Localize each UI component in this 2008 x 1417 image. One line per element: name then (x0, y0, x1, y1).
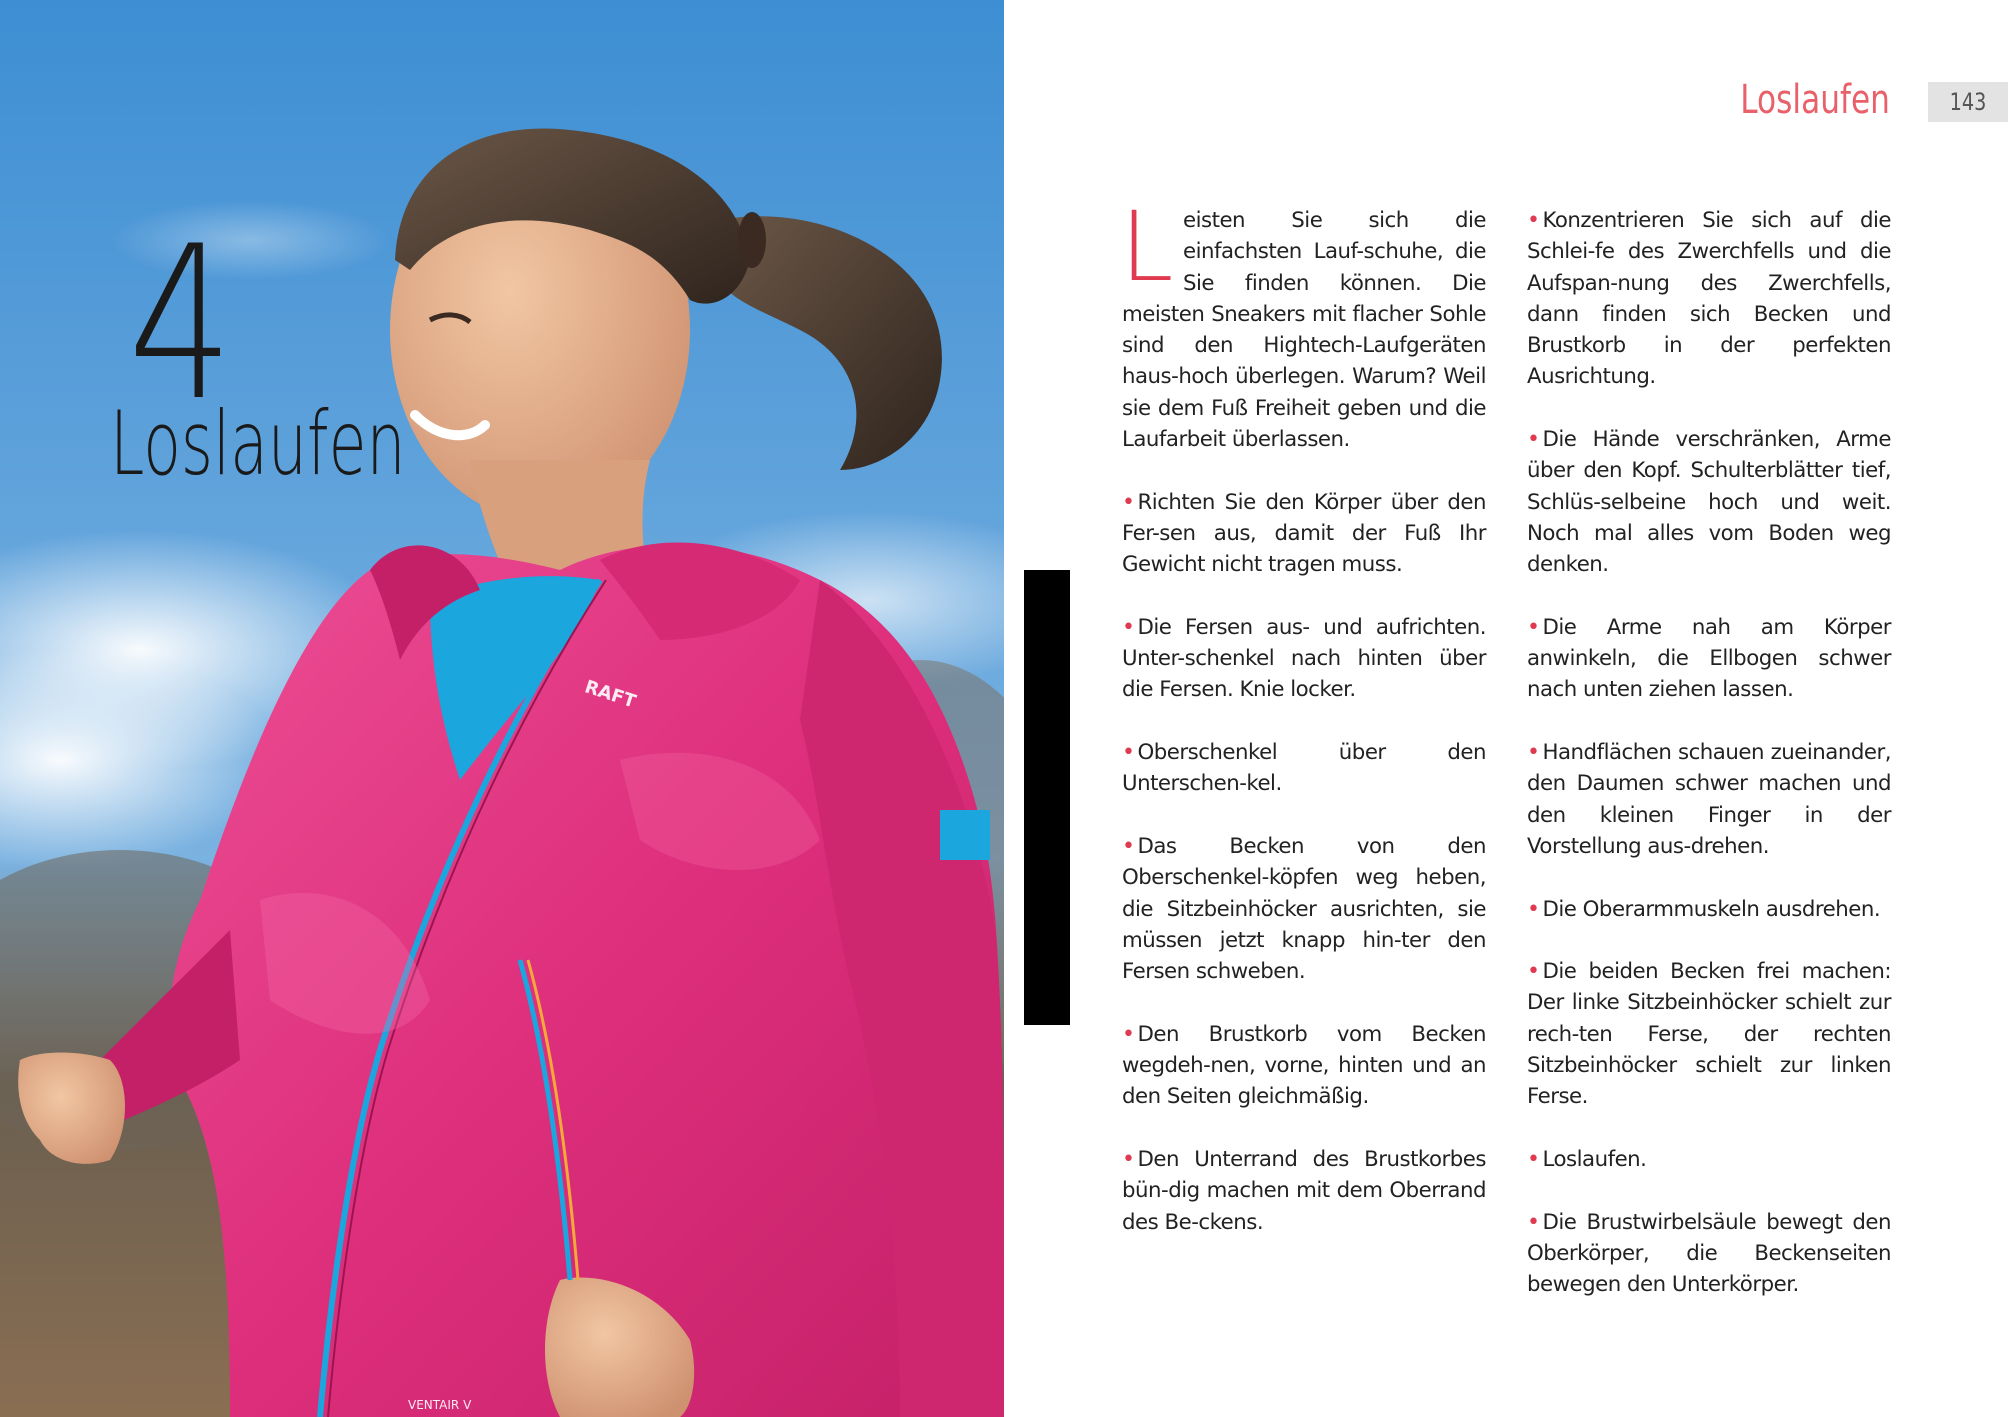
list-item (1527, 737, 1891, 862)
list-item-text: Loslaufen. (1542, 1146, 1647, 1172)
page-number: 143 (1949, 88, 1987, 116)
list-item (1527, 1144, 1891, 1175)
bullet-icon: • (1527, 1209, 1540, 1235)
thumb-index-bar (1024, 570, 1070, 1025)
text-column-left (1120, 191, 1486, 1269)
list-item-text: Die Hände verschränken, Arme über den Kopf. Schulterblätter tief, Schlüs-selbeine hoch und weit. Noch mal alles vom Boden weg denken. (1527, 427, 1891, 578)
text-column-right (1527, 205, 1891, 1332)
list-item-text: Die Arme nah am Körper anwinkeln, die Ellbogen schwer nach unten ziehen lassen. (1527, 614, 1891, 703)
list-item-text: Den Unterrand des Brustkorbes bün-dig machen mit dem Oberrand des Be-ckens. (1122, 1146, 1486, 1235)
list-item (1527, 205, 1891, 393)
list-item (1527, 894, 1891, 925)
text-page (1004, 0, 2008, 1417)
jacket-logo: RAFT (582, 676, 639, 713)
list-item-text: Die Brustwirbelsäule bewegt den Oberkörper, die Beckenseiten bewegen den Unterkörper. (1527, 1209, 1891, 1298)
drop-cap: L (1120, 191, 1173, 303)
list-item (1122, 737, 1486, 800)
chapter-title: Loslaufen (110, 392, 406, 495)
list-item-text: Die Fersen aus- und aufrichten. Unter-schenkel nach hinten über die Fersen. Knie locker. (1122, 614, 1486, 703)
bullet-icon: • (1122, 614, 1135, 640)
list-item (1122, 1144, 1486, 1238)
list-item-text: Handflächen schauen zueinander, den Daumen schwer machen und den kleinen Finger in der Vorstellung aus-drehen. (1527, 740, 1891, 859)
list-item-text: Die Oberarmmuskeln ausdrehen. (1542, 896, 1881, 922)
running-head: Loslaufen (1740, 77, 1890, 123)
list-item (1527, 424, 1891, 580)
bullet-icon: • (1527, 740, 1540, 766)
bullet-icon: • (1527, 896, 1540, 922)
list-item (1527, 1207, 1891, 1301)
bullet-icon: • (1527, 614, 1540, 640)
list-item-text: Konzentrieren Sie sich auf die Schlei-fe des Zwerchfells und die Aufspan-nung des Zwerchfells, dann finden sich Becken und Brustkorb in der perfekten Ausrichtung. (1527, 208, 1891, 390)
bullet-icon: • (1527, 427, 1540, 453)
bullet-icon: • (1527, 959, 1540, 985)
chapter-number: 4 (128, 200, 231, 447)
bullet-icon: • (1122, 1021, 1135, 1047)
list-item (1122, 487, 1486, 581)
list-item-text: Oberschenkel über den Unterschen-kel. (1122, 740, 1486, 797)
intro-text: eisten Sie sich die einfachsten Lauf-schuhe, die Sie finden können. Die meisten Sneakers mit flacher Sohle sind den Hightech-Laufgeräten haus-hoch überlegen. Warum? Weil sie dem Fuß Freiheit geben und die Laufarbeit überlassen. (1122, 208, 1486, 453)
list-item-text: Das Becken von den Oberschenkel-köpfen weg heben, die Sitzbeinhöcker ausrichten, sie müssen jetzt knapp hin-ter den Fersen schweben. (1122, 833, 1486, 985)
bullet-icon: • (1122, 833, 1135, 859)
list-item (1527, 612, 1891, 706)
list-item (1122, 1019, 1486, 1113)
bullet-icon: • (1122, 1146, 1135, 1172)
page-number-box (1928, 82, 2008, 122)
list-item (1122, 831, 1486, 987)
list-item-text: Richten Sie den Körper über den Fer-sen aus, damit der Fuß Ihr Gewicht nicht tragen muss. (1122, 489, 1486, 578)
bullet-icon: • (1527, 1146, 1540, 1172)
list-item-text: Den Brustkorb vom Becken wegdeh-nen, vorne, hinten und an den Seiten gleichmäßig. (1122, 1021, 1486, 1110)
bullet-icon: • (1122, 489, 1135, 515)
bullet-icon: • (1122, 740, 1135, 766)
bullet-icon: • (1527, 208, 1540, 233)
list-item-text: Die beiden Becken frei machen: Der linke Sitzbeinhöcker schielt zur rech-ten Ferse, der rechten Sitzbeinhöcker schielt zur linken Ferse. (1527, 959, 1891, 1110)
list-item (1527, 956, 1891, 1112)
jacket-bottom-logo: VENTAIR V (408, 1398, 472, 1412)
list-item (1122, 612, 1486, 706)
intro-paragraph (1120, 191, 1486, 455)
